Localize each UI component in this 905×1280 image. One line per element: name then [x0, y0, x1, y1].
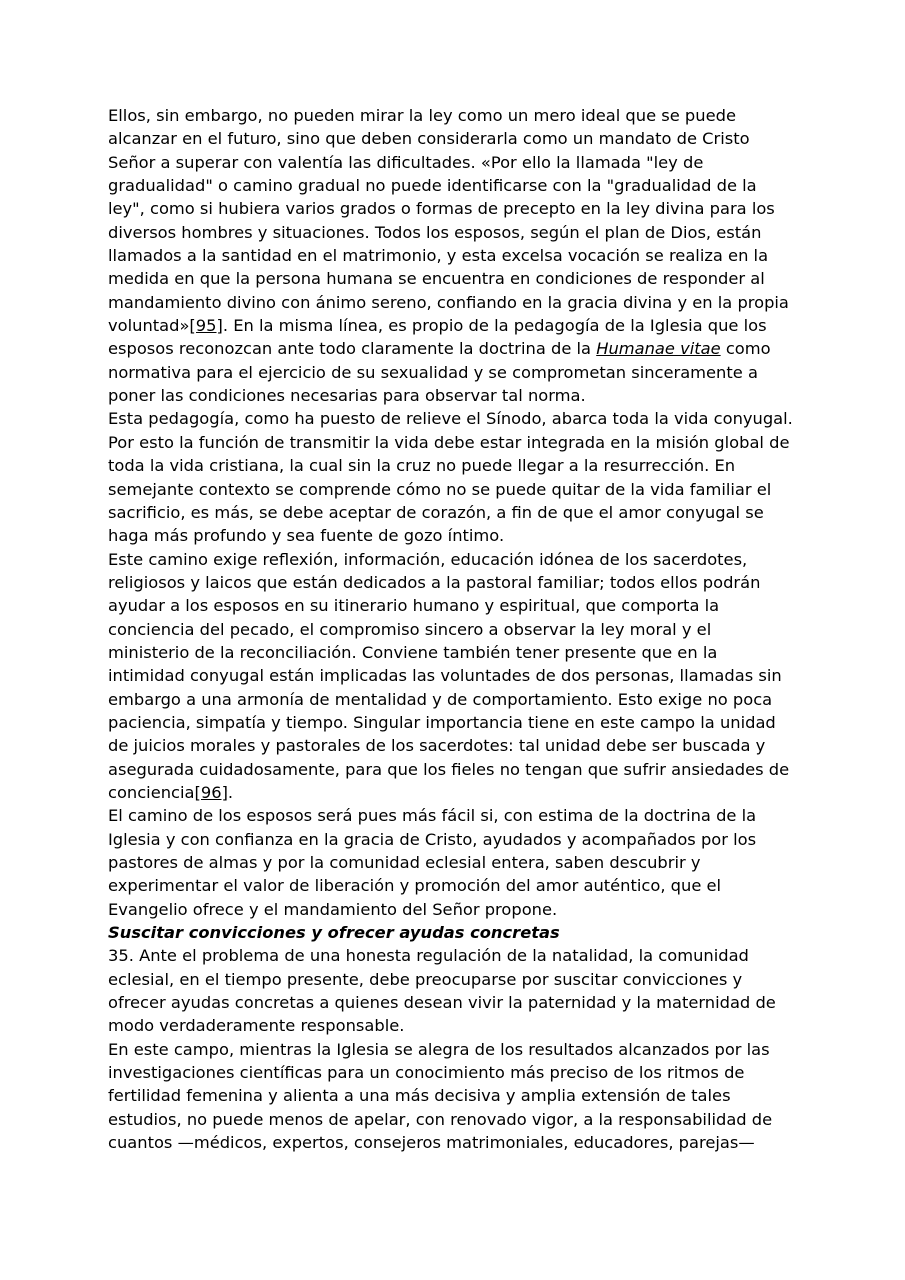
- humanae-vitae-link[interactable]: Humanae vitae: [596, 339, 721, 359]
- body-text: . En la misma línea, es propio de la pedagogía de la Iglesia que los esposos reconozcan ante todo claramente la doctrina de la: [108, 316, 767, 359]
- paragraph-1: [108, 104, 797, 407]
- body-text: Esta pedagogía, como ha puesto de relieve el Sínodo, abarca toda la vida conyugal. Por esto la función de transmitir la vida debe estar integrada en la misión global de toda la vida cristiana, la cual sin la cruz no puede llegar a la resurrección. En semejante contexto se comprende cómo no se puede quitar de la vida familiar el sacrificio, es más, se debe aceptar de corazón, a fin de que el amor conyugal se haga más profundo y sea fuente de gozo íntimo.: [108, 409, 793, 546]
- section-heading: [108, 921, 797, 944]
- footnote-link-96[interactable]: [96]: [194, 782, 228, 802]
- body-text: El camino de los esposos será pues más fácil si, con estima de la doctrina de la Iglesia y con confianza en la gracia de Cristo, ayudados y acompañados por los pastores de almas y por la comunidad eclesial entera, saben descubrir y experimentar el valor de liberación y promoción del amor auténtico, que el Evangelio ofrece y el mandamiento del Señor propone.: [108, 806, 757, 919]
- body-text: .: [227, 782, 234, 802]
- section-heading-text: Suscitar convicciones y ofrecer ayudas concretas: [108, 923, 560, 943]
- paragraph-6: [108, 1038, 797, 1155]
- body-text: Ellos, sin embargo, no pueden mirar la ley como un mero ideal que se puede alcanzar en el futuro, sino que deben considerarla como un mandato de Cristo Señor a superar con valentía las dificultades. «Por ello la llamada "ley de gradualidad" o camino gradual no puede identificarse con la "gradualidad de la ley", como si hubiera varios grados o formas de precepto en la ley divina para los diversos hombres y situaciones. Todos los esposos, según el plan de Dios, están llamados a la santidad en el matrimonio, y esta excelsa vocación se realiza en la medida en que la persona humana se encuentra en condiciones de responder al mandamiento divino con ánimo sereno, confiando en la gracia divina y en la propia voluntad»: [108, 106, 789, 336]
- body-text: En este campo, mientras la Iglesia se alegra de los resultados alcanzados por las investigaciones científicas para un conocimiento más preciso de los ritmos de fertilidad femenina y alienta a una más decisiva y amplia extensión de tales estudios, no puede menos de apelar, con renovado vigor, a la responsabilidad de cuantos —médicos, expertos, consejeros matrimoniales, educadores, parejas—: [108, 1039, 773, 1153]
- body-text: como normativa para el ejercicio de su sexualidad y se comprometan sinceramente a poner las condiciones necesarias para observar tal norma.: [108, 339, 771, 406]
- footnote-link-95[interactable]: [95]: [189, 316, 223, 336]
- body-text: Este camino exige reflexión, información, educación idónea de los sacerdotes, religiosos y laicos que están dedicados a la pastoral familiar; todos ellos podrán ayudar a los esposos en su itinerario humano y espiritual, que comporta la conciencia del pecado, el compromiso sincero a observar la ley moral y el ministerio de la reconciliación. Conviene también tener presente que en la intimidad conyugal están implicadas las voluntades de dos personas, llamadas sin embargo a una armonía de mentalidad y de comportamiento. Esto exige no poca paciencia, simpatía y tiempo. Singular importancia tiene en este campo la unidad de juicios morales y pastorales de los sacerdotes: tal unidad debe ser buscada y asegurada cuidadosamente, para que los fieles no tengan que sufrir ansiedades de conciencia: [108, 549, 790, 802]
- paragraph-3: [108, 548, 797, 805]
- paragraph-5: [108, 944, 797, 1037]
- document-body: [108, 104, 797, 1154]
- paragraph-4: [108, 804, 797, 921]
- paragraph-2: [108, 407, 797, 547]
- body-text: 35. Ante el problema de una honesta regulación de la natalidad, la comunidad eclesial, en el tiempo presente, debe preocuparse por suscitar convicciones y ofrecer ayudas concretas a quienes desean vivir la paternidad y la maternidad de modo verdaderamente responsable.: [108, 946, 776, 1036]
